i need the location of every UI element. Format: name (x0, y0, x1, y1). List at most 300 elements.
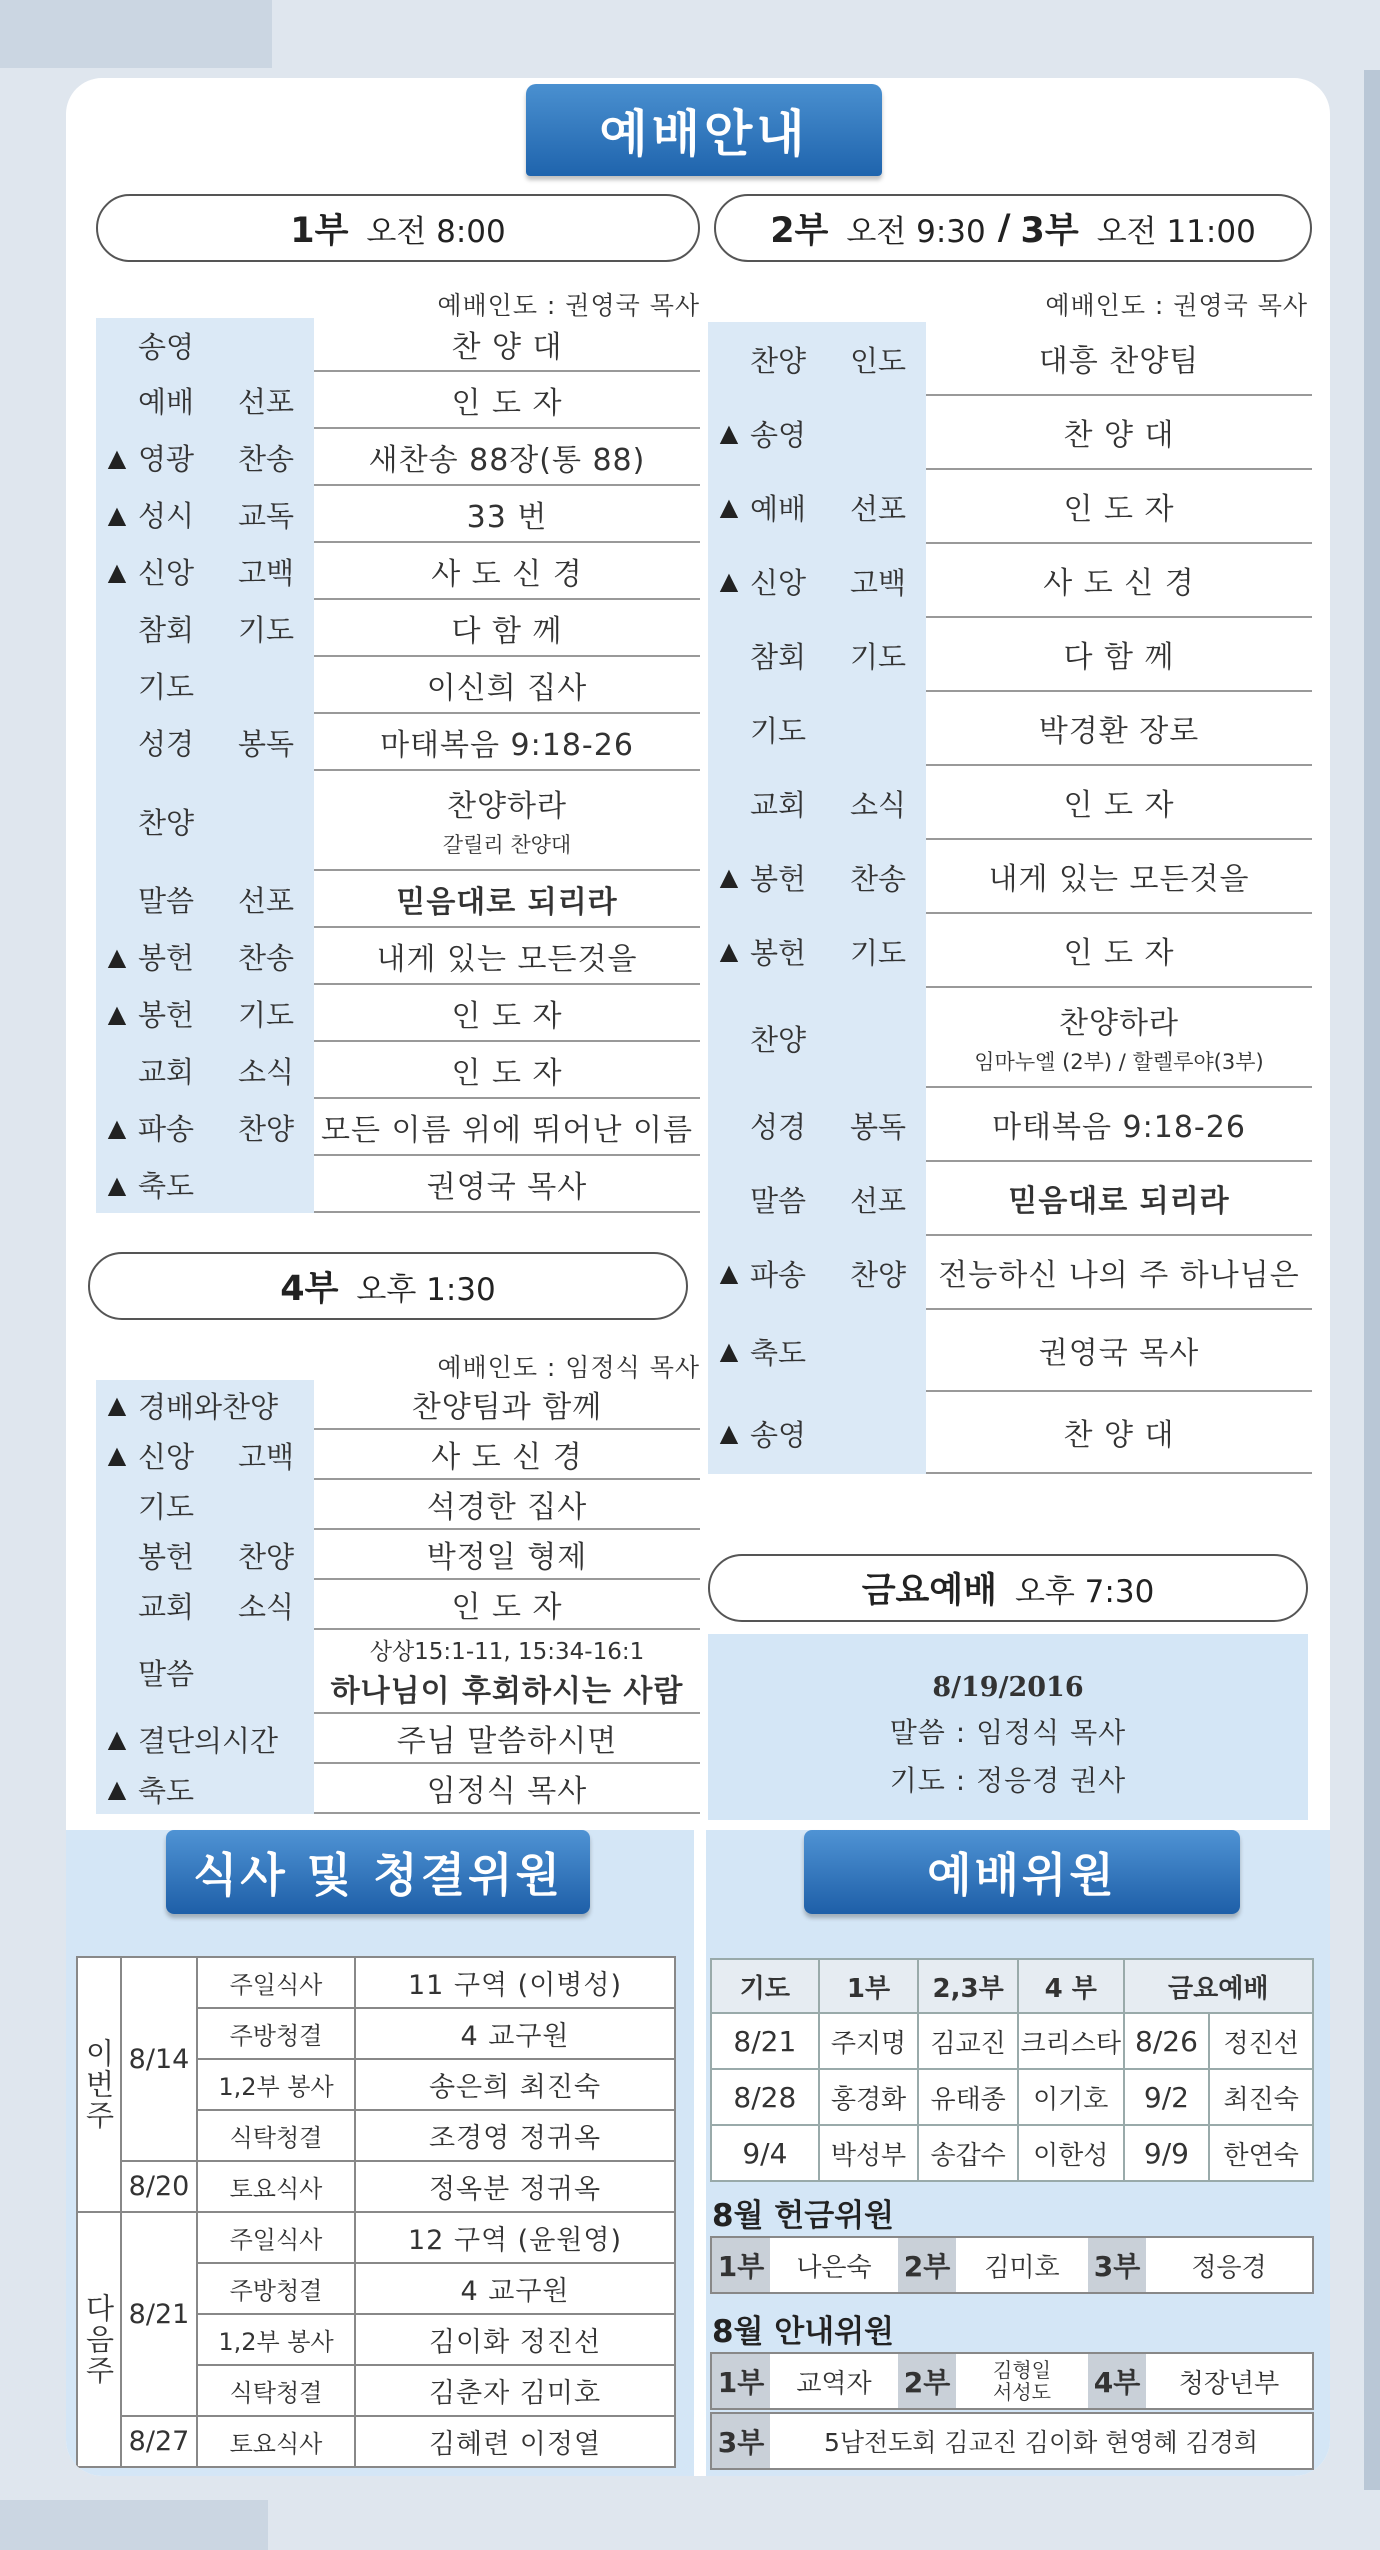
order-label: 찬양 (138, 805, 195, 840)
order-row (96, 771, 700, 871)
bottom-decor-strip (0, 2500, 268, 2550)
standing-mark-icon: ▲ (719, 493, 739, 521)
order-value: 다 함 께 (1063, 640, 1175, 675)
worship-team-header: 기도 (711, 1959, 819, 2013)
meal-duty: 주일식사 (197, 2212, 355, 2263)
order-value-cell (314, 1530, 700, 1580)
worship-team-cell: 이한성 (1018, 2125, 1124, 2181)
order-row (96, 871, 700, 928)
order-value-cell (314, 871, 700, 928)
friday-name: 금요예배 (861, 1571, 997, 1611)
order-label-cell (96, 1714, 314, 1764)
meal-week-label: 다음주 (77, 2212, 121, 2467)
service23-leader: 예배인도 : 권영국 목사 (1045, 291, 1308, 320)
usher-value-2b: 서성도 (993, 2380, 1051, 2404)
order-label-cell (96, 543, 314, 600)
meal-row (77, 1957, 675, 2008)
order-value: 박경환 장로 (1038, 714, 1200, 749)
order-value-cell (926, 322, 1312, 396)
meal-duty: 주방청결 (197, 2008, 355, 2059)
order-value-cell (926, 618, 1312, 692)
order-value-cell (314, 600, 700, 657)
order-value: 인 도 자 (1063, 492, 1175, 527)
offering-strip (710, 2236, 1314, 2294)
order-label: 신앙 고백 (750, 565, 906, 600)
order-value-cell (926, 544, 1312, 618)
service1-order-table (96, 318, 700, 1213)
worship-team-cell: 최진숙 (1209, 2069, 1313, 2125)
order-value-cell (314, 1156, 700, 1213)
worship-team-cell: 크리스타 (1018, 2013, 1124, 2069)
order-value: 임정식 목사 (426, 1774, 588, 1809)
order-label-cell (96, 1380, 314, 1430)
meal-table (76, 1956, 676, 2468)
order-row (708, 1392, 1312, 1474)
usher-strip-2 (710, 2412, 1314, 2470)
order-label: 축도 (138, 1169, 195, 1203)
worship-team-cell: 8/28 (711, 2069, 819, 2125)
order-value-cell (926, 1392, 1312, 1474)
service4-time: 오후 1:30 (356, 1271, 496, 1308)
order-value-cell (926, 1162, 1312, 1236)
order-label-cell (96, 429, 314, 486)
order-row (96, 928, 700, 985)
order-row (708, 1310, 1312, 1392)
order-value: 대흥 찬양팀 (1038, 344, 1200, 379)
usher-heading: 8월 안내위원 (712, 2314, 895, 2350)
meal-assignee: 송은희 최진숙 (355, 2059, 675, 2110)
standing-mark-icon: ▲ (107, 443, 127, 472)
order-label: 기도 (138, 670, 195, 704)
order-value: 인 도 자 (451, 998, 563, 1034)
order-label: 말씀 선포 (750, 1183, 906, 1218)
service4-leader: 예배인도 : 임정식 목사 (437, 1353, 700, 1382)
offering-value-2: 김미호 (984, 2252, 1060, 2283)
order-value-cell (314, 928, 700, 985)
bulletin-card (66, 78, 1330, 2476)
meal-assignee: 12 구역 (윤원영) (355, 2212, 675, 2263)
service23-order-table (708, 322, 1312, 1474)
order-row (96, 600, 700, 657)
worship-team-title: 예배위원 (804, 1830, 1240, 1914)
order-label-cell (96, 871, 314, 928)
order-row (96, 1580, 700, 1630)
order-value-cell (926, 692, 1312, 766)
worship-team-cell: 주지명 (819, 2013, 919, 2069)
order-value: 찬양하라 (447, 789, 567, 824)
order-row (708, 692, 1312, 766)
meal-duty: 주방청결 (197, 2263, 355, 2314)
order-label-cell (708, 988, 926, 1088)
order-label-cell (708, 914, 926, 988)
order-value: 사 도 신 경 (431, 556, 583, 592)
standing-mark-icon: ▲ (719, 863, 739, 891)
order-label: 봉헌 기도 (750, 935, 906, 970)
order-value: 내게 있는 모든것을 (376, 941, 638, 977)
order-value-cell (926, 766, 1312, 840)
order-label: 말씀 선포 (138, 884, 294, 918)
worship-team-cell: 유태종 (918, 2069, 1018, 2125)
order-value-cell (926, 470, 1312, 544)
order-value: 찬양팀과 함께 (411, 1390, 603, 1425)
order-value: 믿음대로 되리라 (1008, 1184, 1230, 1219)
standing-mark-icon: ▲ (719, 419, 739, 447)
order-row (96, 1480, 700, 1530)
meal-assignee: 김이화 정진선 (355, 2314, 675, 2365)
service3-time: 오전 11:00 (1096, 213, 1256, 250)
order-value: 인 도 자 (451, 385, 563, 421)
standing-mark-icon: ▲ (107, 1391, 127, 1419)
order-value: 모든 이름 위에 뛰어난 이름 (321, 1112, 693, 1148)
service-separator: / (997, 208, 1011, 248)
order-value: 마태복음 9:18-26 (992, 1110, 1246, 1145)
meal-date: 8/21 (121, 2212, 197, 2416)
order-label-cell (96, 985, 314, 1042)
meal-duty: 토요식사 (197, 2416, 355, 2467)
offering-value-3: 정응경 (1191, 2252, 1267, 2283)
worship-team-header: 2,3부 (918, 1959, 1018, 2013)
worship-team-cell: 8/21 (711, 2013, 819, 2069)
order-value: 인 도 자 (1063, 788, 1175, 823)
order-label: 교회 소식 (138, 1589, 294, 1624)
worship-team-cell: 9/9 (1124, 2125, 1210, 2181)
order-row (708, 1088, 1312, 1162)
worship-team-cell: 송갑수 (918, 2125, 1018, 2181)
meal-row (77, 2212, 675, 2263)
usher-strip-1 (710, 2352, 1314, 2410)
order-label-cell (708, 766, 926, 840)
order-value: 인 도 자 (451, 1055, 563, 1091)
service4-order-table (96, 1380, 700, 1814)
order-value-cell (314, 429, 700, 486)
order-value-cell (314, 372, 700, 429)
order-value-cell (314, 318, 700, 372)
worship-team-header: 금요예배 (1124, 1959, 1313, 2013)
order-label-cell (96, 657, 314, 714)
order-label: 성시 교독 (138, 499, 294, 533)
service2-name: 2부 (770, 211, 829, 251)
order-label: 송영 (750, 1417, 807, 1452)
standing-mark-icon: ▲ (107, 1170, 127, 1199)
order-label: 영광 찬송 (138, 442, 294, 476)
order-row (96, 1530, 700, 1580)
order-label-cell (708, 840, 926, 914)
order-label-cell (96, 1480, 314, 1530)
order-value-pre: 상상15:1-11, 15:34-16:1 (369, 1638, 645, 1665)
order-label: 예배 선포 (138, 385, 294, 419)
usher-value-4: 청장년부 (1178, 2368, 1280, 2399)
order-label: 참회 기도 (750, 639, 906, 674)
order-row (708, 322, 1312, 396)
order-label: 찬양 인도 (750, 343, 906, 378)
order-row (96, 1042, 700, 1099)
standing-mark-icon: ▲ (107, 1775, 127, 1803)
offering-tag-3: 3부 (1088, 2238, 1146, 2292)
order-value-cell (314, 1380, 700, 1430)
order-label: 성경 봉독 (138, 727, 294, 761)
order-label-cell (96, 318, 314, 372)
meal-duty: 1,2부 봉사 (197, 2314, 355, 2365)
order-label: 축도 (750, 1335, 807, 1370)
order-value: 찬 양 대 (1063, 418, 1175, 453)
order-label: 봉헌 기도 (138, 998, 294, 1032)
standing-mark-icon: ▲ (719, 1337, 739, 1365)
order-label-cell (708, 1310, 926, 1392)
order-row (708, 1162, 1312, 1236)
order-label: 찬양 (750, 1022, 807, 1057)
usher-tag-1: 1부 (712, 2354, 770, 2408)
meal-assignee: 정옥분 정귀옥 (355, 2161, 675, 2212)
order-value-cell (314, 1042, 700, 1099)
service4-name: 4부 (280, 1269, 339, 1309)
standing-mark-icon: ▲ (107, 1441, 127, 1469)
order-label-cell (96, 1430, 314, 1480)
standing-mark-icon: ▲ (107, 1725, 127, 1753)
order-value-cell (314, 985, 700, 1042)
order-label-cell (708, 1236, 926, 1310)
order-row (708, 840, 1312, 914)
order-row (96, 318, 700, 372)
worship-team-cell: 홍경화 (819, 2069, 919, 2125)
right-edge-shadow (1364, 70, 1380, 2490)
order-label: 봉헌 찬송 (750, 861, 906, 896)
order-row (96, 657, 700, 714)
top-decor-strip (0, 0, 272, 68)
order-value-cell (314, 1099, 700, 1156)
order-label: 경배와찬양 (138, 1389, 279, 1424)
order-value-sub: 임마누엘 (2부) / 할렐루야(3부) (974, 1050, 1264, 1074)
order-value-cell (314, 657, 700, 714)
order-value-cell (926, 1310, 1312, 1392)
order-label: 신앙 고백 (138, 1439, 294, 1474)
worship-team-cell: 박성부 (819, 2125, 919, 2181)
order-value: 내게 있는 모든것을 (988, 862, 1250, 897)
service1-leader: 예배인도 : 권영국 목사 (437, 291, 700, 320)
order-value: 마태복음 9:18-26 (380, 727, 634, 763)
order-label-cell (96, 600, 314, 657)
order-label-cell (96, 486, 314, 543)
order-label: 예배 선포 (750, 491, 906, 526)
order-label: 기도 (750, 713, 807, 748)
meal-assignee: 김춘자 김미호 (355, 2365, 675, 2416)
offering-heading: 8월 헌금위원 (712, 2198, 895, 2234)
friday-time: 오후 7:30 (1014, 1573, 1155, 1610)
service23-header (714, 194, 1312, 262)
meal-date: 8/14 (121, 1957, 197, 2161)
meal-date: 8/20 (121, 2161, 197, 2212)
order-value-cell (926, 914, 1312, 988)
order-label-cell (708, 1088, 926, 1162)
offering-value-1: 나은숙 (796, 2252, 872, 2283)
order-value-cell (314, 1430, 700, 1480)
worship-team-header-row (711, 1959, 1313, 2013)
service2-time: 오전 9:30 (846, 213, 986, 250)
meal-assignee: 조경영 정귀옥 (355, 2110, 675, 2161)
order-row (96, 1099, 700, 1156)
order-row (96, 1764, 700, 1814)
order-value: 하나님이 후회하시는 사람 (330, 1673, 684, 1709)
meal-assignee: 4 교구원 (355, 2008, 675, 2059)
order-label-cell (96, 1630, 314, 1714)
order-value-cell (926, 396, 1312, 470)
service1-name: 1부 (290, 211, 349, 251)
meal-duty: 1,2부 봉사 (197, 2059, 355, 2110)
meal-assignee: 11 구역 (이병성) (355, 1957, 675, 2008)
worship-team-cell: 한연숙 (1209, 2125, 1313, 2181)
friday-sermon: 말씀 : 임정식 목사 (889, 1716, 1127, 1749)
order-value-cell (926, 1088, 1312, 1162)
order-value-cell (314, 1480, 700, 1530)
order-value-cell (314, 543, 700, 600)
order-label-cell (708, 1162, 926, 1236)
service1-time: 오전 8:00 (366, 213, 506, 250)
order-label-cell (96, 1156, 314, 1213)
standing-mark-icon: ▲ (107, 500, 127, 529)
friday-header (708, 1554, 1308, 1622)
order-label: 송영 (750, 417, 807, 452)
order-row (708, 914, 1312, 988)
worship-team-header: 4 부 (1018, 1959, 1124, 2013)
order-row (96, 1430, 700, 1480)
meal-date: 8/27 (121, 2416, 197, 2467)
order-row (708, 470, 1312, 544)
order-label: 기도 (138, 1489, 195, 1524)
order-label-cell (96, 714, 314, 771)
offering-tag-2: 2부 (898, 2238, 956, 2292)
order-label-cell (96, 1042, 314, 1099)
meal-duty: 토요식사 (197, 2161, 355, 2212)
order-row (96, 985, 700, 1042)
order-row (96, 714, 700, 771)
meal-assignee: 4 교구원 (355, 2263, 675, 2314)
meal-row (77, 2161, 675, 2212)
order-value: 33 번 (466, 499, 548, 535)
standing-mark-icon: ▲ (107, 1113, 127, 1142)
friday-date: 8/19/2016 (932, 1672, 1084, 1703)
order-value-cell (314, 1580, 700, 1630)
worship-team-cell: 정진선 (1209, 2013, 1313, 2069)
order-label-cell (708, 692, 926, 766)
order-value: 박정일 형제 (426, 1540, 588, 1575)
order-value: 사 도 신 경 (431, 1440, 583, 1475)
order-row (708, 1236, 1312, 1310)
order-value: 찬양하라 (1059, 1006, 1179, 1041)
worship-team-row (711, 2125, 1313, 2181)
meal-week-label: 이번주 (77, 1957, 121, 2212)
worship-team-row (711, 2069, 1313, 2125)
meal-duty: 식탁청결 (197, 2110, 355, 2161)
order-label-cell (96, 771, 314, 871)
order-label-cell (708, 322, 926, 396)
order-row (708, 618, 1312, 692)
standing-mark-icon: ▲ (719, 1259, 739, 1287)
order-label-cell (708, 618, 926, 692)
order-value-cell (926, 1236, 1312, 1310)
order-label: 파송 찬양 (750, 1257, 906, 1292)
order-label: 신앙 고백 (138, 556, 294, 590)
meal-section-title: 식사 및 청결위원 (166, 1830, 590, 1914)
order-value: 인 도 자 (1063, 936, 1175, 971)
order-label: 교회 소식 (138, 1055, 294, 1089)
order-label-cell (96, 928, 314, 985)
order-value: 이신희 집사 (426, 670, 588, 706)
standing-mark-icon: ▲ (719, 1419, 739, 1447)
order-label-cell (96, 1764, 314, 1814)
standing-mark-icon: ▲ (107, 999, 127, 1028)
order-value-sub: 갈릴리 찬양대 (442, 833, 572, 857)
order-label: 축도 (138, 1773, 195, 1808)
usher-value-2 (956, 2354, 1088, 2408)
meal-duty: 주일식사 (197, 1957, 355, 2008)
standing-mark-icon: ▲ (719, 937, 739, 965)
usher-tag-2: 2부 (898, 2354, 956, 2408)
order-label: 송영 (138, 329, 195, 364)
order-label-cell (96, 1099, 314, 1156)
order-row (96, 1714, 700, 1764)
order-row (96, 1156, 700, 1213)
order-row (96, 486, 700, 543)
order-label: 말씀 (138, 1656, 195, 1691)
usher-value-3: 5남전도회 김교진 김이화 현영혜 김경희 (823, 2428, 1259, 2457)
order-value-cell (314, 1764, 700, 1814)
order-value: 믿음대로 되리라 (396, 884, 618, 920)
order-row (96, 543, 700, 600)
order-row (96, 1630, 700, 1714)
order-value-cell (314, 486, 700, 543)
order-row (96, 1380, 700, 1430)
order-label: 봉헌 찬양 (138, 1539, 294, 1574)
order-label: 봉헌 찬송 (138, 941, 294, 975)
usher-value-1: 교역자 (796, 2368, 872, 2399)
order-row (96, 372, 700, 429)
worship-team-cell: 9/4 (711, 2125, 819, 2181)
standing-mark-icon: ▲ (719, 567, 739, 595)
order-value-cell (314, 771, 700, 871)
order-value-cell (314, 1714, 700, 1764)
order-value-cell (926, 988, 1312, 1088)
order-row (96, 429, 700, 486)
order-value: 인 도 자 (451, 1590, 563, 1625)
page-title: 예배안내 (526, 84, 882, 176)
order-value: 다 함 께 (451, 613, 563, 649)
service1-header (96, 194, 700, 262)
usher-tag-3: 3부 (712, 2414, 770, 2468)
order-value: 주님 말씀하시면 (396, 1724, 618, 1759)
order-label: 결단의시간 (138, 1723, 279, 1758)
worship-team-row (711, 2013, 1313, 2069)
order-value-cell (314, 714, 700, 771)
order-value-cell (314, 1630, 700, 1714)
worship-team-cell: 8/26 (1124, 2013, 1210, 2069)
order-label: 교회 소식 (750, 787, 906, 822)
order-value: 사 도 신 경 (1043, 566, 1195, 601)
order-value: 찬 양 대 (1063, 1418, 1175, 1453)
worship-team-table (710, 1958, 1314, 2182)
order-label-cell (96, 1530, 314, 1580)
meal-row (77, 2416, 675, 2467)
meal-duty: 식탁청결 (197, 2365, 355, 2416)
order-label-cell (708, 1392, 926, 1474)
order-label-cell (708, 470, 926, 544)
usher-value-2a: 김형일 (993, 2358, 1051, 2382)
friday-prayer: 기도 : 정응경 권사 (889, 1764, 1127, 1797)
worship-team-cell: 이기호 (1018, 2069, 1124, 2125)
worship-team-header: 1부 (819, 1959, 919, 2013)
order-value: 전능하신 나의 주 하나님은 (938, 1258, 1300, 1293)
order-label-cell (96, 372, 314, 429)
order-row (708, 988, 1312, 1088)
worship-team-cell: 김교진 (918, 2013, 1018, 2069)
